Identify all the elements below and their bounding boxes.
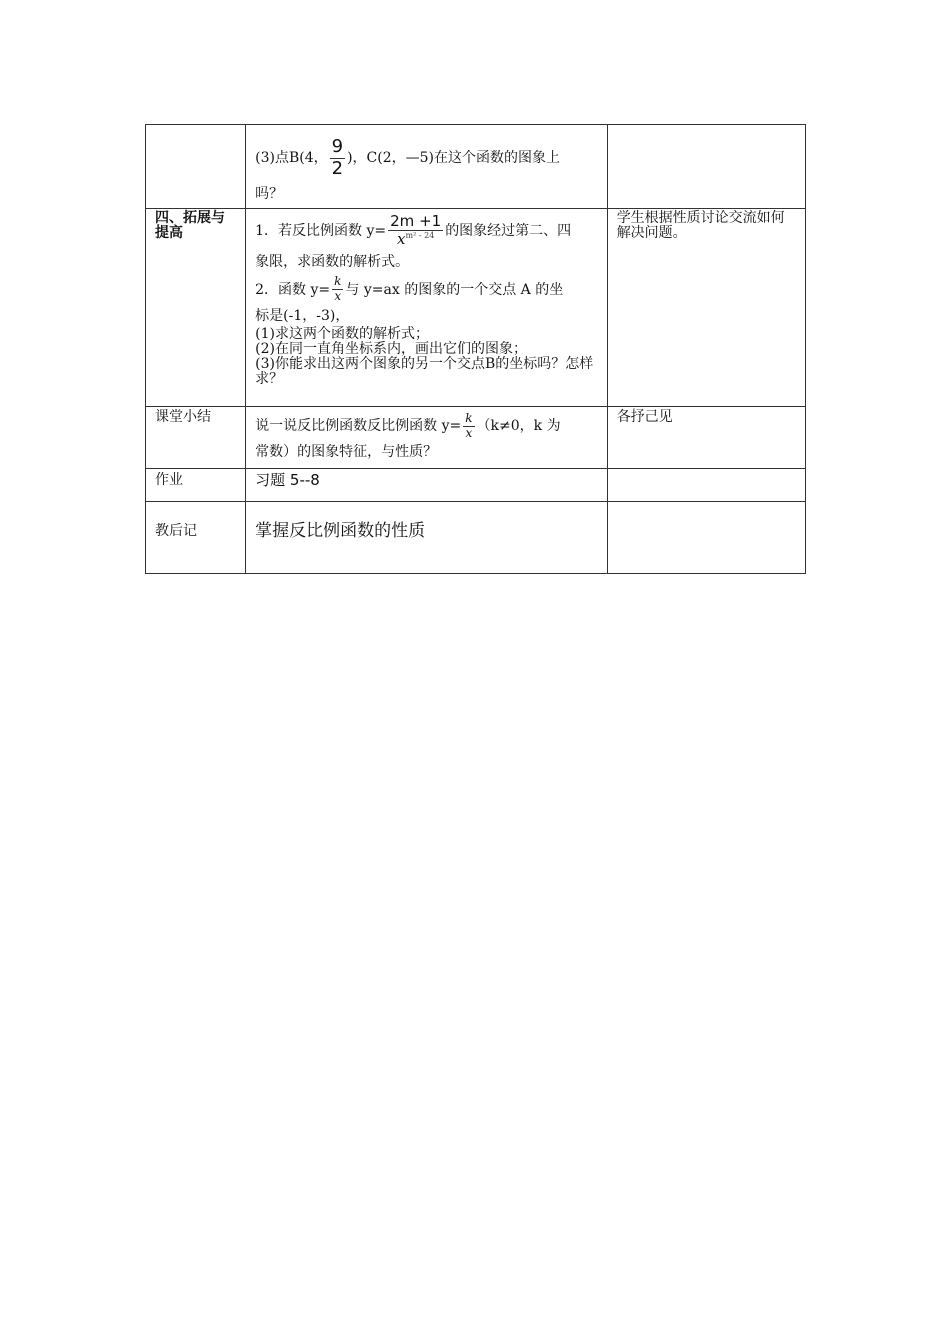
- note-cell: [607, 125, 805, 209]
- fraction-numerator: 9: [331, 136, 344, 157]
- note-text: [608, 502, 805, 506]
- fraction-numerator: k: [465, 410, 473, 425]
- stage-label: 作业: [155, 472, 183, 488]
- summary-line: [255, 411, 599, 441]
- content-cell: [246, 469, 608, 502]
- problem-1-suffix: 的图象经过第二、四: [445, 222, 572, 239]
- question-3-prefix: (3)点B(4，: [255, 150, 328, 167]
- stage-cell: [146, 209, 246, 407]
- numerator-text: 2m +1: [390, 212, 442, 230]
- note-text: 各抒己见: [616, 409, 673, 425]
- stage-cell: [146, 407, 246, 469]
- reflection-text: 掌握反比例函数的性质: [255, 521, 426, 541]
- homework-text: 习题 5--8: [255, 471, 320, 489]
- table-row: [146, 407, 806, 469]
- summary-suffix: （k≠0，k 为: [476, 418, 561, 434]
- sub-question-1: (1)求这两个函数的解析式；: [255, 325, 429, 342]
- note-cell: [607, 502, 805, 574]
- problem-1-prefix: 1．若反比例函数 y=: [255, 222, 387, 239]
- question-3-suffix: )，C(2，—5)在这个函数的图象上: [347, 150, 561, 167]
- table-row: [146, 209, 806, 407]
- fraction-denominator: 2: [331, 157, 344, 179]
- fraction-k-over-x: [463, 412, 474, 441]
- stage-cell: [146, 469, 246, 502]
- summary-prefix: 说一说反比例函数反比例函数 y=: [255, 418, 462, 434]
- table-row: [146, 469, 806, 502]
- note-text: [608, 469, 805, 473]
- denominator-base: x: [397, 230, 406, 249]
- table-row: [146, 502, 806, 574]
- stage-cell: [146, 125, 246, 209]
- fraction-2m-plus-1: [388, 213, 443, 249]
- note-cell: [607, 407, 805, 469]
- fraction-denominator: x: [465, 425, 473, 440]
- denominator-exponent: m² - 24: [405, 231, 435, 241]
- stage-label: 课堂小结: [155, 409, 211, 425]
- stage-label: 四、拓展与提高: [155, 210, 225, 241]
- question-3-line: [255, 137, 599, 179]
- lesson-plan-table: [145, 124, 806, 574]
- note-cell: [607, 209, 805, 407]
- fraction-denominator: [395, 231, 436, 248]
- problem-1-end: 象限，求函数的解析式。: [255, 253, 410, 270]
- content-cell: [246, 125, 608, 209]
- problem-2-suffix: 与 y=ax 的图象的一个交点 A 的坐: [345, 281, 564, 298]
- sub-question-3: (3)你能求出这两个图象的另一个交点B的坐标吗？怎样求？: [255, 355, 594, 387]
- problem-1-line: [255, 213, 599, 249]
- fraction-nine-halves: [330, 137, 345, 179]
- problem-2-line: [255, 275, 599, 305]
- summary-end: 常数）的图象特征，与性质？: [255, 444, 438, 460]
- stage-label: 教后记: [155, 523, 197, 539]
- fraction-denominator: x: [334, 289, 342, 303]
- note-text: 学生根据性质讨论交流如何解决问题。: [616, 210, 785, 241]
- problem-2-prefix: 2．函数 y=: [255, 281, 331, 298]
- fraction-numerator: k: [334, 274, 342, 289]
- table-row: [146, 125, 806, 209]
- content-cell: [246, 407, 608, 469]
- fraction-k-over-x: [332, 275, 343, 304]
- content-cell: [246, 209, 608, 407]
- sub-question-2: (2)在同一直角坐标系内，画出它们的图象；: [255, 340, 527, 357]
- note-cell: [607, 469, 805, 502]
- problem-2-line-2: 标是(-1，-3)，: [255, 307, 350, 324]
- content-cell: [246, 502, 608, 574]
- stage-cell: [146, 502, 246, 574]
- fraction-numerator: [388, 213, 443, 231]
- question-3-end: 吗？: [255, 186, 284, 203]
